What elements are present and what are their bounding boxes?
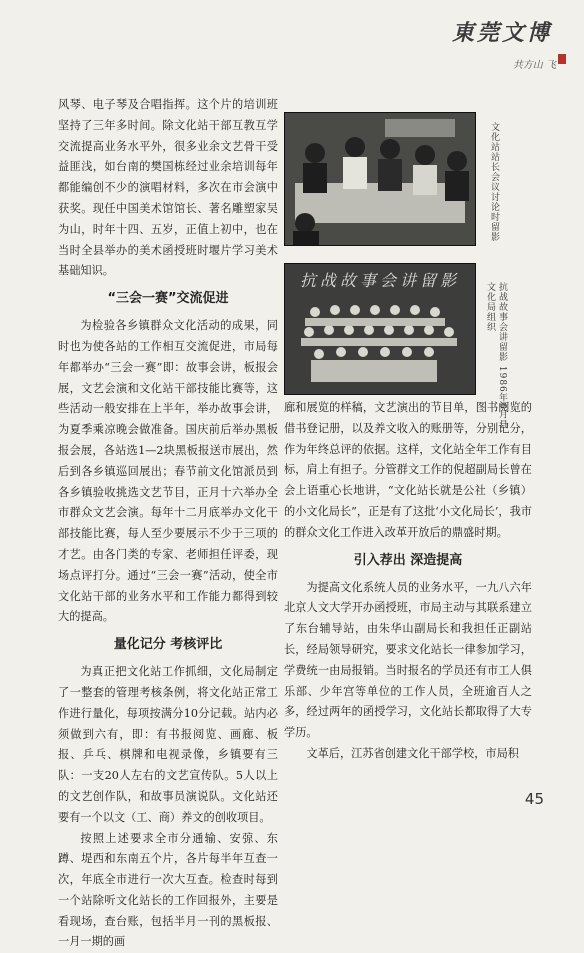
section-heading: 量化记分 考核评比 [58,634,278,656]
paragraph: 按照上述要求全市分通输、安弶、东蹲、堤西和东南五个片，各片每半年互查一次，年底全市进行一次大互查。检查时每到一个站除听文化站长的工作回报外，主要是看现场，查台账，包括半月一刊的黑板报、一月一期的画 [58,829,278,953]
group-photo [284,263,476,395]
photo-caption: 文化站站长会议讨论时留影 [488,122,500,302]
photo-caption: 抗战故事会讲留影 1986年6月县文化局组织 [484,282,508,432]
seal-stamp [558,54,566,64]
logo-signature: 共方山 飞 [513,56,556,71]
paragraph: 为提高文化系统人员的业务水平，一九八六年北京人文大学开办函授班，市局主动与其联系建立了东台辅导站，由朱华山副局长和我担任正副站长，经局领导研究，要求文化站长一律参加学习，学费统一由局报销。当时报名的学员还有市工人俱乐部、少年宫等单位的工作人员，全班逾百人之多，经过两年的函授学习，文化站长都取得了大专学历。 [284,578,532,744]
right-column [284,398,532,765]
left-column [58,95,278,953]
page-number: 45 [525,790,544,808]
paragraph: 为检验各乡镇群众文化活动的成果，同时也为使各站的工作相互交流促进，市局每年都举办“三会一赛”即：故事会讲，板报会展，文艺会演和文化站干部技能比赛等，这些活动一般安排在上半年，举办故事会讲，为夏季乘凉晚会做准备。国庆前后举办黑板报会展，各站选1—2块黑板报送市展出，然后到各乡镇巡回展出；春节前文化馆派员到各乡镇验收挑选文艺节目，正月十六举办全市群众文艺会演。每年十二月底举办文化干部技能比赛，每人至少要展示不少于三项的才艺。由各门类的专家、老师担任评委，现场点评打分。通过“三会一赛”活动，使全市文化站干部的业务水平和工作能力都得到较大的提高。 [58,316,278,628]
photo-banner-text: 抗战故事会讲留影 [291,268,469,290]
magazine-logo [442,16,562,74]
section-heading: “三会一赛”交流促进 [58,288,278,310]
paragraph: 文革后，江苏省创建文化干部学校，市局积 [284,744,532,765]
logo-title: 東莞文博 [442,16,562,47]
paragraph: 廊和展览的样稿，文艺演出的节目单，图书阅览的借书登记册，以及养文收入的账册等，分别记分，作为年终总评的依据。这样，文化站全年工作有目标，肩上有担子。分管群文工作的倪超副局长曾在会上语重心长地讲，“文化站长就是公社（乡镇）的小文化局长”，正是有了这批‘小文化局长’，我市的群众文化工作进入改革开放后的鼎盛时期。 [284,398,532,544]
paragraph: 风琴、电子琴及合唱指挥。这个片的培训班坚持了三年多时间。除文化站干部互教互学交流提高业务水平外，很多业余文艺骨干受益匪浅，如台南的樊国栋经过业余培训每年都能编创不少的演唱材料，多次在市会演中获奖。现任中国美术馆馆长、著名雕塑家吴为山，时年十四、五岁，正值上初中，也在当时全县举办的美术函授班时堰片学习美术基础知识。 [58,95,278,282]
section-heading: 引入荐出 深造提高 [284,550,532,572]
meeting-photo [284,112,476,246]
paragraph: 为真正把文化站工作抓细，文化局制定了一整套的管理考核条例，将文化站正常工作进行量化，每项按满分10分记载。站内必须做到六有，即：有书报阅览、画廊、板报、乒乓、棋牌和电视录像，乡镇要有三队：一支20人左右的文艺宣传队。5人以上的文艺创作队，和故事员演说队。文化站还要有一个以文（工、商）养文的创收项目。 [58,662,278,828]
